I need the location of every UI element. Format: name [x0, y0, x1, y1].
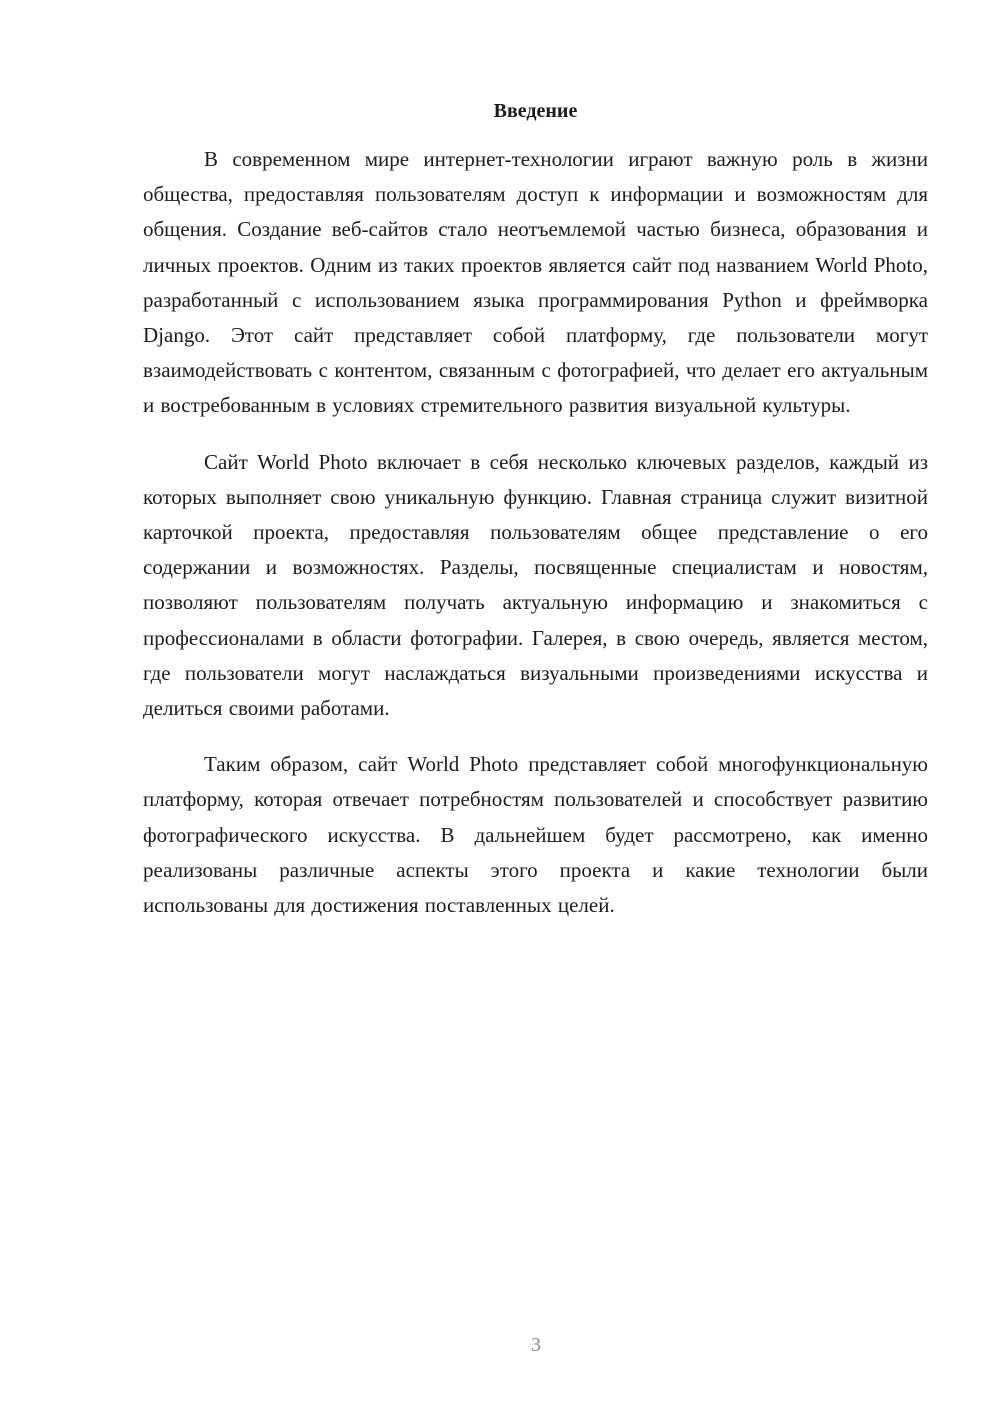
paragraph-intro: В современном мире интернет-технологии играют важную роль в жизни общества, предоставляя пользователям доступ к информации и возможностям для общения. Создание веб-сайтов стало неотъемлемой частью бизнеса, образования и личных проектов. Одним из таких проектов является сайт под названием World Photo, разработанный с использованием языка программирования Python и фреймворка Django. Этот сайт представляет собой платформу, где пользователи могут взаимодействовать с контентом, связанным с фотографией, что делает его актуальным и востребованным в условиях стремительного развития визуальной культуры. — [143, 147, 928, 418]
section-title: Введение — [493, 100, 578, 122]
paragraph-sections: Сайт World Photo включает в себя несколько ключевых разделов, каждый из которых выполняет свою уникальную функцию. Главная страница служит визитной карточкой проекта, предоставляя пользователям общее представление о его содержании и возможностях. Разделы, посвященные специалистам и новостям, позволяют пользователям получать актуальную информацию и знакомиться с профессионалами в области фотографии. Галерея, в свою очередь, является местом, где пользователи могут наслаждаться визуальными произведениями искусства и делиться своими работами. — [143, 449, 928, 721]
page-content — [143, 98, 928, 923]
paragraph-conclusion: Таким образом, сайт World Photo представляет собой многофункциональную платформу, которая отвечает потребностям пользователей и способствует развитию фотографического искусства. В дальнейшем будет рассмотрено, как именно реализованы различные аспекты этого проекта и какие технологии были использованы для достижения поставленных целей. — [143, 752, 928, 918]
page-number: 3 — [531, 1334, 541, 1356]
